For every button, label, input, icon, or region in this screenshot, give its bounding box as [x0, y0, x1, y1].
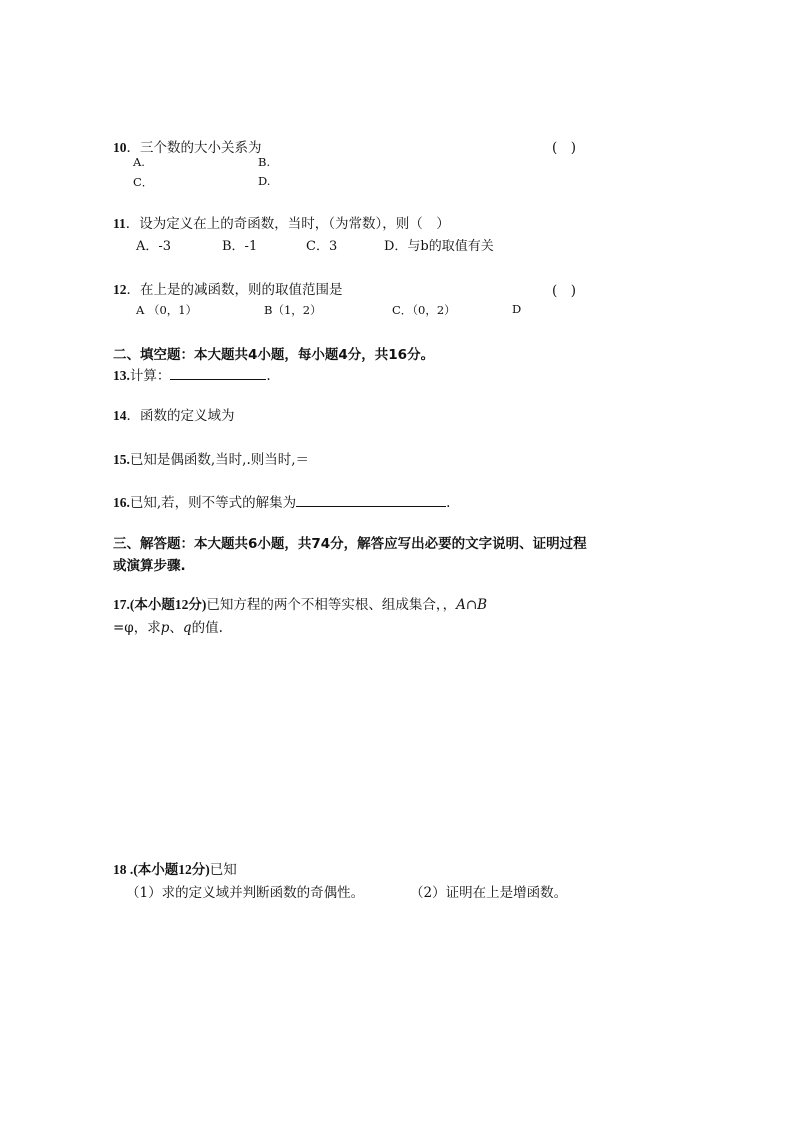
option-d: D	[512, 302, 522, 316]
question-text: 已知,若，则不等式的解集为	[129, 495, 297, 511]
question-18-part2: （2）证明在上是增函数。	[410, 885, 568, 901]
option-a: A （0，1）	[136, 303, 198, 317]
question-end: .	[446, 495, 451, 511]
question-13	[113, 364, 271, 384]
question-10-stem	[113, 136, 262, 156]
math-expression: A∩B	[456, 597, 488, 613]
question-text: ．设为定义在上的奇函数，当时，（为常数），则（ ）	[125, 216, 450, 232]
question-16	[113, 491, 450, 511]
question-number: 11	[113, 216, 126, 231]
section-2-heading: 二、填空题：本大题共4小题，每小题4分，共16分。	[113, 347, 435, 363]
question-11-stem	[113, 212, 450, 232]
option-b: B．-1	[222, 239, 258, 254]
question-number: 10	[113, 140, 127, 155]
option-a: A．-3	[136, 239, 172, 254]
option-d: D.	[258, 174, 271, 188]
question-end: .	[266, 368, 271, 384]
variable-p: p	[160, 620, 170, 636]
question-number: 16.	[113, 495, 130, 510]
question-text-end: 的值.	[191, 620, 223, 636]
answer-paren: ( )	[552, 140, 577, 156]
question-15	[113, 448, 309, 468]
question-18-line1	[113, 858, 237, 878]
answer-paren: ( )	[552, 283, 577, 299]
answer-blank	[296, 494, 446, 507]
section-3-heading-line1: 三、解答题：本大题共6小题，共74分，解答应写出必要的文字说明、证明过程	[113, 536, 587, 552]
question-number: 18	[113, 862, 127, 877]
question-text: 已知方程的两个不相等实根、组成集合，，	[206, 597, 457, 613]
question-text: 已知是偶函数,当时,.则当时,＝	[129, 452, 310, 468]
question-text: ．在上是的减函数，则的取值范围是	[126, 282, 343, 298]
question-12-stem	[113, 278, 343, 298]
score-label: (本小题12分)	[129, 597, 207, 612]
option-c: C．（0，2）	[392, 303, 456, 317]
question-number: 15.	[113, 452, 130, 467]
question-number: 13.	[113, 368, 130, 383]
question-number: 17.	[113, 597, 130, 612]
variable-q: q	[182, 620, 192, 636]
option-c: C．3	[306, 239, 338, 254]
separator: 、	[169, 620, 183, 636]
question-17-line1	[113, 593, 487, 613]
question-text: 已知	[209, 862, 237, 878]
option-b: B（1，2）	[264, 303, 322, 317]
option-a: A.	[133, 155, 145, 169]
question-18-part1: （1）求的定义域并判断函数的奇偶性。	[126, 885, 365, 901]
section-3-heading-line2: 或演算步骤.	[113, 558, 186, 574]
question-number: 14	[113, 408, 127, 423]
answer-blank	[170, 367, 266, 380]
score-label: .(本小题12分)	[126, 862, 210, 877]
question-text-cont: =φ，求	[113, 620, 161, 636]
option-c: C．	[133, 175, 154, 189]
question-text: ．函数的定义域为	[126, 408, 235, 424]
question-text: ．三个数的大小关系为	[126, 140, 262, 156]
option-b: B.	[258, 155, 271, 169]
question-text: 计算：	[129, 368, 171, 384]
question-17-line2	[113, 616, 223, 636]
question-14	[113, 404, 235, 424]
option-d: D．与b的取值有关	[384, 239, 494, 254]
question-number: 12	[113, 282, 127, 297]
